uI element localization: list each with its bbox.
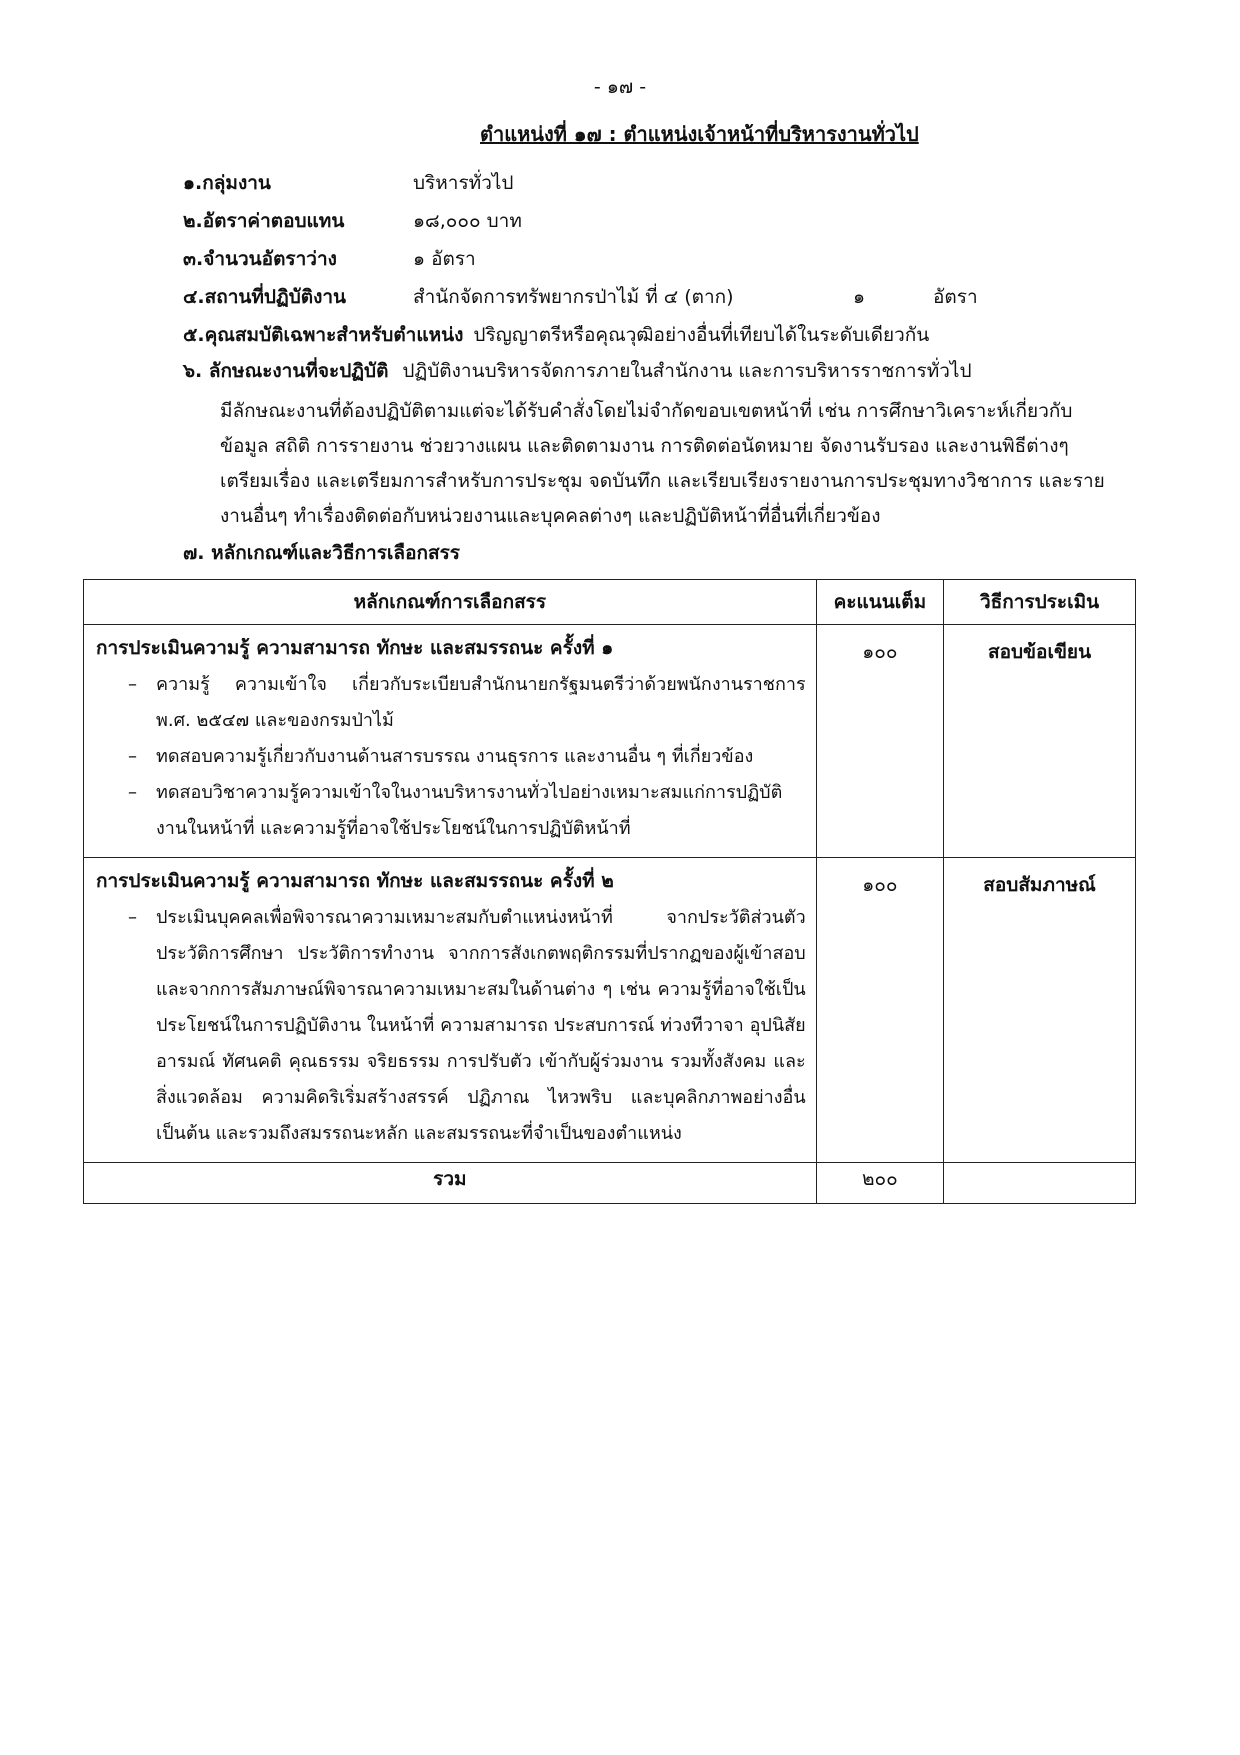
- round1-item: [96, 775, 806, 847]
- criteria-table: [83, 579, 1136, 1204]
- round1-method: สอบข้อเขียน: [944, 625, 1136, 858]
- field-vacancy-label: ๓.จำนวนอัตราว่าง: [183, 248, 337, 270]
- field-vacancy: [183, 244, 476, 274]
- field-group-label: ๑.กลุ่มงาน: [183, 172, 271, 194]
- field-location-unit: อัตรา: [933, 286, 978, 308]
- field-duty-label: ๖. ลักษณะงานที่จะปฏิบัติ: [183, 360, 389, 382]
- round1-item: [96, 667, 806, 739]
- field-location: [183, 282, 978, 312]
- round1-title: การประเมินความรู้ ความสามารถ ทักษะ และสมรรถนะ ครั้งที่ ๑: [96, 637, 614, 659]
- table-row-round2: [84, 858, 1136, 1163]
- field-location-value: สำนักจัดการทรัพยากรป่าไม้ ที่ ๔ (ตาก): [413, 286, 734, 308]
- table-row-round1: [84, 625, 1136, 858]
- header-full-score: คะแนนเต็ม: [816, 580, 943, 625]
- round2-item: [96, 900, 806, 1152]
- round2-method: สอบสัมภาษณ์: [944, 858, 1136, 1163]
- round2-title: การประเมินความรู้ ความสามารถ ทักษะ และสมรรถนะ ครั้งที่ ๒: [96, 870, 614, 892]
- field-duty-first: ปฏิบัติงานบริหารจัดการภายในสำนักงาน และการบริหารราชการทั่วไป: [402, 360, 972, 382]
- round1-score: ๑๐๐: [816, 625, 943, 858]
- page-number: - ๑๗ -: [593, 76, 647, 98]
- round2-score: ๑๐๐: [816, 858, 943, 1163]
- header-method: วิธีการประเมิน: [944, 580, 1136, 625]
- field-location-qty: ๑: [853, 286, 866, 308]
- round1-item-text: ทดสอบความรู้เกี่ยวกับงานด้านสารบรรณ งานธุรการ และงานอื่น ๆ ที่เกี่ยวข้อง: [156, 746, 754, 767]
- total-label: รวม: [84, 1163, 817, 1204]
- total-value: ๒๐๐: [816, 1163, 943, 1204]
- table-row-total: [84, 1163, 1136, 1204]
- total-method-empty: [944, 1163, 1136, 1204]
- field-qualification: [183, 320, 929, 350]
- duty-description: มีลักษณะงานที่ต้องปฏิบัติตามแต่จะได้รับคำสั่งโดยไม่จำกัดขอบเขตหน้าที่ เช่น การศึกษาวิเคราะห์เกี่ยวกับข้อมูล สถิติ การรายงาน ช่วยวางแผน และติดตามงาน การติดต่อนัดหมาย จัดงานรับรอง และงานพิธีต่างๆ เตรียมเรื่อง และเตรียมการสำหรับการประชุม จดบันทึก และเรียบเรียงรายงานการประชุมทางวิชาการ และรายงานอื่นๆ ทำเรื่องติดต่อกับหน่วยงานและบุคคลต่างๆ และปฏิบัติหน้าที่อื่นที่เกี่ยวข้อง: [220, 400, 1105, 527]
- header-criteria: หลักเกณฑ์การเลือกสรร: [84, 580, 817, 625]
- dash-marker: –: [128, 782, 137, 803]
- position-heading: ตำแหน่งที่ ๑๗ : ตำแหน่งเจ้าหน้าที่บริหารงานทั่วไป: [480, 122, 919, 146]
- round1-criteria: [84, 625, 817, 858]
- round2-criteria: [84, 858, 817, 1163]
- field-group-value: บริหารทั่วไป: [413, 172, 514, 194]
- dash-marker: –: [128, 674, 137, 695]
- round1-item-text: ความรู้ ความเข้าใจ เกี่ยวกับระเบียบสำนักนายกรัฐมนตรีว่าด้วยพนักงานราชการ พ.ศ. ๒๕๔๗ และของกรมป่าไม้: [156, 674, 806, 731]
- round1-item: [96, 739, 806, 775]
- dash-marker: –: [128, 746, 137, 767]
- field-group: [183, 168, 513, 198]
- criteria-heading: ๗. หลักเกณฑ์และวิธีการเลือกสรร: [183, 542, 460, 564]
- round2-item-text: ประเมินบุคคลเพื่อพิจารณาความเหมาะสมกับตำแหน่งหน้าที่ จากประวัติส่วนตัว ประวัติการศึกษา ประวัติการทำงาน จากการสังเกตพฤติกรรมที่ปรากฏของผู้เข้าสอบและจากการสัมภาษณ์พิจารณาความเหมาะสมในด้านต่าง ๆ เช่น ความรู้ที่อาจใช้เป็นประโยชน์ในการปฏิบัติงาน ในหน้าที่ ความสามารถ ประสบการณ์ ท่วงทีวาจา อุปนิสัย อารมณ์ ทัศนคติ คุณธรรม จริยธรรม การปรับตัว เข้ากับผู้ร่วมงาน รวมทั้งสังคม และสิ่งแวดล้อม ความคิดริเริ่มสร้างสรรค์ ปฏิภาณ ไหวพริบ และบุคลิกภาพอย่างอื่น เป็นต้น และรวมถึงสมรรถนะหลัก และสมรรถนะที่จำเป็นของตำแหน่ง: [156, 907, 806, 1144]
- dash-marker: –: [128, 907, 137, 928]
- field-qualification-value: ปริญญาตรีหรือคุณวุฒิอย่างอื่นที่เทียบได้ในระดับเดียวกัน: [473, 324, 930, 346]
- field-salary-value: ๑๘,๐๐๐ บาท: [413, 210, 522, 232]
- table-header-row: [84, 580, 1136, 625]
- field-salary: [183, 206, 522, 236]
- field-qualification-label: ๕.คุณสมบัติเฉพาะสำหรับตำแหน่ง: [183, 324, 464, 346]
- field-location-label: ๔.สถานที่ปฏิบัติงาน: [183, 286, 347, 308]
- round1-item-text: ทดสอบวิชาความรู้ความเข้าใจในงานบริหารงานทั่วไปอย่างเหมาะสมแก่การปฏิบัติงานในหน้าที่ และความรู้ที่อาจใช้ประโยชน์ในการปฏิบัติหน้าที่: [156, 782, 783, 839]
- field-vacancy-value: ๑ อัตรา: [413, 248, 476, 270]
- field-salary-label: ๒.อัตราค่าตอบแทน: [183, 210, 345, 232]
- field-duty: [183, 356, 972, 386]
